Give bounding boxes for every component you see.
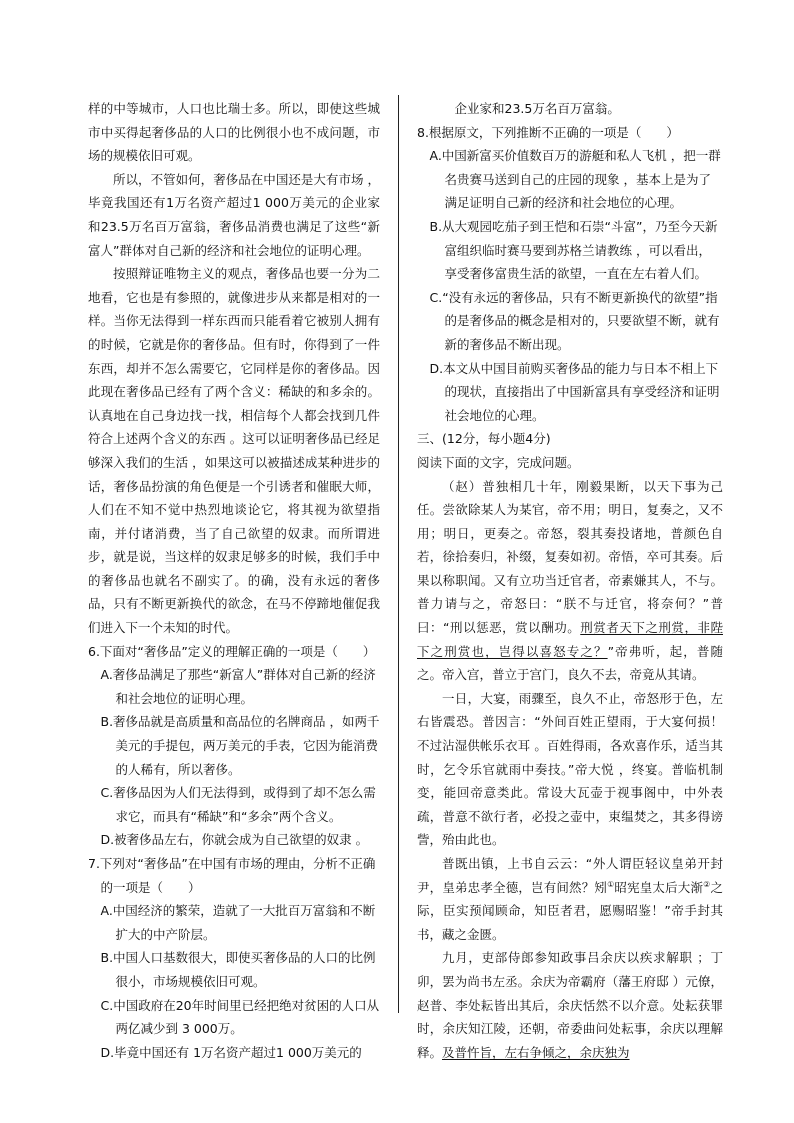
classical-paragraph-2: 一日，大宴，雨骤至，良久不止，帝怒形于色，左右皆震恐。普因言：“外间百姓正望雨，于大宴何损！不过沾湿供帐乐衣耳 。百姓得雨，各欢喜作乐，适当其时，乞令乐官就雨中奏技。”帝大悦 ，终宴。普临机制变，能回帝意类此。常设大瓦壶于视事阁中，中外表疏，普意不欲行者，必投之壶中，束缊焚之，其多得谤訾，殆由此也。 [417,690,723,848]
question-7-option-a: A.中国经济的繁荣，造就了一大批百万富翁和不断扩大的中产阶层。 [100,903,376,942]
footnote-marker-1: ① [607,879,615,889]
question-7-option-c: C.中国政府在20年时间里已经把绝对贫困的人口从两亿减少到 3 000万。 [100,997,380,1037]
right-column [417,97,723,1064]
underlined-sentence-2: 及普忤旨，左右争倾之，余庆独为 [442,1044,630,1060]
question-8-option-b: B.从大观园吃茄子到王恺和石崇“斗富”，乃至今天新富组织临时赛马要到苏格兰请教练 ，可以看出，享受奢侈富贵生活的欲望，一直在左右着人们。 [429,218,718,282]
classical-paragraph-1-text-b: ”帝弗听，起，普随之。帝入宫，普立于宫门，良久不去，帝竟从其请。 [417,643,723,683]
question-8-option-d: D.本文从中国目前购买奢侈品的能力与日本不相上下的现状，直接指出了中国新富具有享受经济和证明社会地位的心理。 [429,360,720,423]
question-6-option-b: B.奢侈品就是高质量和高品位的名牌商品 ，如两千美元的手提包，两万美元的手表，它因为能消费的人稀有，所以奢侈。 [100,714,380,777]
question-8-stem: 8.根据原文，下列推断不正确的一项是（ ） [417,124,679,140]
question-7-option-b: B.中国人口基数很大，即使买奢侈品的人口的比例很小，市场规模依旧可观。 [100,950,376,989]
question-6-option-d: D.被奢侈品左右，你就会成为自己欲望的奴隶 。 [100,832,369,848]
underlined-sentence-1: 刑赏者天下之刑赏，非陛下之刑赏也，岂得以喜怒专之？ [417,620,723,659]
passage-paragraph-3: 按照辩证唯物主义的观点，奢侈品也要一分为二地看，它也是有参照的，就像进步从来都是相对的一样。当你无法得到一样东西而只能看着它被别人拥有的时候，它就是你的奢侈品。但有时，你得到了一件东西，却并不怎么需要它，它同样是你的奢侈品。因此现在奢侈品已经有了两个含义：稀缺的和多余的。认真地在自己身边找一找，相信每个人都会找到几件符合上述两个含义的东西 。这可以证明奢侈品已经足够深入我们的生活 ，如果这可以被描述成某种进步的话，奢侈品扮演的角色便是一个引诱者和催眠大师，人们在不知不觉中热烈地谈论它，将其视为欲望指南，并付诸消费，当了自己欲望的奴隶。而所谓进步，就是说，当这样的奴隶足够多的时候，我们手中的奢侈品也就名不副实了。的确，没有永远的奢侈品，只有不断更新换代的欲念，在马不停蹄地催促我们进入下一个未知的时代。 [88,266,380,636]
classical-paragraph-4-text: 九月，吏部侍郎参知政事吕余庆以疾求解职 ；丁卯，罢为尚书左丞。余庆为帝霸府（藩王府邸 ）元僚，赵普、李处耘皆出其后，余庆恬然不以介意。处耘获罪时，余庆知江陵，还朝，帝委曲问处耘事，余庆以理解释。 [417,950,723,1060]
question-7-option-d-continued: 企业家和23.5万名百万富翁。 [454,101,620,116]
classical-paragraph-1-text-a: （赵）普独相几十年，刚毅果断，以天下事为己任。尝欲除某人为某官，帝不用；明日，复奏之，又不用；明日，更奏之。帝怒，裂其奏投诸地，普颜色自若，徐拾奏归，补缀，复奏如初。帝悟，卒可其奏。后果以称职闻。又有立功当迁官者，帝素嫌其人，不与。普力请与之，帝怒曰：“朕不与迁官，将奈何？”普曰：“刑以惩恶，赏以酬功。 [417,478,723,636]
classical-paragraph-3-text-c: 之际，臣实预闻顾命，知臣者君，愿赐昭鉴！”帝手封其书，藏之金匮。 [417,879,723,942]
classical-paragraph-1 [417,475,723,687]
question-7-stem: 7.下列对“奢侈品”在中国有市场的理由，分析不正确的一项是（ ） [88,856,376,895]
question-6-stem: 6.下面对“奢侈品”定义的理解正确的一项是（ ） [88,643,376,659]
left-column [88,97,380,1064]
column-divider [398,95,399,1013]
question-6-option-a: A.奢侈品满足了那些“新富人”群体对自己新的经济和社会地位的证明心理。 [100,667,376,706]
question-8-option-a: A.中国新富买价值数百万的游艇和私人飞机 ，把一群名贵赛马送到自己的庄园的现象 ，基本上是为了满足证明自己新的经济和社会地位的心理。 [429,148,721,211]
classical-paragraph-4 [417,946,723,1064]
question-6-option-c: C.奢侈品因为人们无法得到，或得到了却不怎么需求它，而具有“稀缺”和“多余”两个含义。 [100,785,376,824]
passage-paragraph-2: 所以，不管如何，奢侈品在中国还是大有市场 ，毕竟我国还有1万名资产超过1 000万美元的企业家和23.5万名百万富翁，奢侈品消费也满足了这些“新富人”群体对自己新的经济和社会地位的证明心理。 [88,171,380,258]
classical-paragraph-3 [417,852,723,946]
question-8-option-c: C.“没有永远的奢侈品，只有不断更新换代的欲望”指的是奢侈品的概念是相对的，只要欲望不断，就有新的奢侈品不断出现。 [429,289,720,352]
passage-paragraph-continued: 样的中等城市，人口也比瑞士多。所以，即使这些城市中买得起奢侈品的人口的比例很小也不成问题，市场的规模依旧可观。 [88,101,380,164]
reading-instruction: 阅读下面的文字，完成问题。 [417,454,580,470]
classical-paragraph-3-text-b: 昭宪皇太后大渐 [614,879,704,895]
classical-paragraph-3-text-a: 普既出镇，上书自云云：“外人谓臣轻议皇弟开封尹，皇弟忠孝全德，岂有间然？矧 [417,856,723,895]
question-7-option-d: D.毕竟中国还有 1万名资产超过1 000万美元的 [100,1044,362,1060]
section-3-heading: 三、(12分，每小题4分) [417,431,551,447]
footnote-marker-2: ② [703,879,711,889]
